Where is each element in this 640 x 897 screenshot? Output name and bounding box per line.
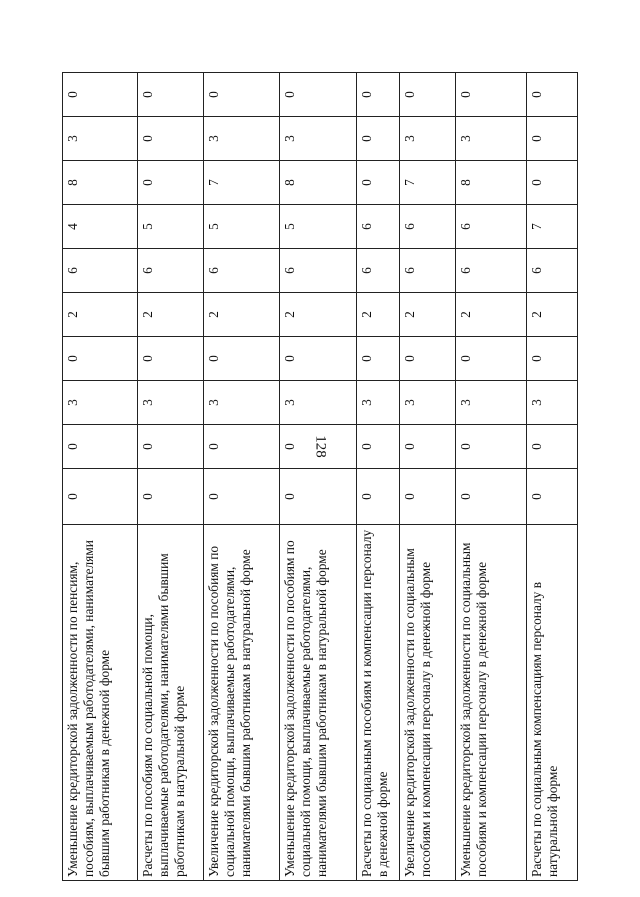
code-cell: 0 [63,73,138,117]
code-cell: 0 [400,469,456,525]
code-cell: 2 [204,293,280,337]
code-cell: 2 [280,293,357,337]
table-row [527,73,578,881]
row-label: Расчеты по пособиям по социальной помощи, выплачиваемые работодателями, нанимателями бывшим работникам в натуральной форме [138,525,204,881]
code-cell: 0 [138,469,204,525]
page-number: 128 [312,435,329,458]
row-label: Уменьшение кредиторской задолженности по пособиям по социальной помощи, выплачиваемые работодателями, нанимателями бывшим работникам в натуральной форме [280,525,357,881]
code-cell: 0 [357,73,400,117]
row-label: Уменьшение кредиторской задолженности по социальным пособиям и компенсации персоналу в денежной форме [456,525,527,881]
code-cell: 0 [63,425,138,469]
code-cell: 6 [357,205,400,249]
row-label: Уменьшение кредиторской задолженности по пенсиям, пособиям, выплачиваемым работодателями, нанимателями бывшим работникам в денежной форме [63,525,138,881]
code-cell: 0 [400,337,456,381]
code-cell: 3 [63,381,138,425]
code-cell: 5 [204,205,280,249]
code-cell: 2 [357,293,400,337]
rotated-table-container [62,75,577,881]
code-cell: 5 [280,205,357,249]
table-row [400,73,456,881]
code-cell: 0 [456,469,527,525]
code-cell: 0 [138,73,204,117]
code-cell: 2 [400,293,456,337]
code-cell: 3 [63,117,138,161]
code-cell: 6 [400,249,456,293]
code-cell: 2 [456,293,527,337]
code-cell: 8 [456,161,527,205]
code-cell: 0 [456,73,527,117]
code-cell: 7 [400,161,456,205]
code-cell: 0 [63,337,138,381]
code-cell: 0 [456,337,527,381]
code-cell: 0 [280,337,357,381]
code-cell: 0 [204,337,280,381]
code-cell: 8 [63,161,138,205]
table-row [63,73,138,881]
code-cell: 0 [280,73,357,117]
code-cell: 6 [357,249,400,293]
code-cell: 2 [527,293,578,337]
code-cell: 0 [400,73,456,117]
code-cell: 5 [138,205,204,249]
code-cell: 6 [400,205,456,249]
code-cell: 2 [138,293,204,337]
code-cell: 3 [400,381,456,425]
code-cell: 3 [400,117,456,161]
code-cell: 0 [400,425,456,469]
code-cell: 7 [527,205,578,249]
row-label: Увеличение кредиторской задолженности по пособиям по социальной помощи, выплачиваемые работодателями, нанимателями бывшим работникам в натуральной форме [204,525,280,881]
code-cell: 0 [280,425,357,469]
table-row [456,73,527,881]
code-cell: 0 [138,337,204,381]
table-row [280,73,357,881]
code-cell: 0 [527,425,578,469]
code-cell: 3 [204,117,280,161]
code-cell: 0 [527,117,578,161]
code-cell: 0 [280,469,357,525]
code-cell: 3 [280,381,357,425]
code-cell: 6 [280,249,357,293]
code-cell: 0 [357,117,400,161]
table-row [138,73,204,881]
code-cell: 0 [527,337,578,381]
table-row [204,73,280,881]
code-cell: 0 [204,469,280,525]
code-cell: 0 [527,469,578,525]
code-cell: 0 [527,161,578,205]
row-label: Расчеты по социальным пособиям и компенсации персоналу в денежной форме [357,525,400,881]
code-cell: 0 [527,73,578,117]
code-cell: 3 [204,381,280,425]
code-cell: 0 [357,469,400,525]
code-cell: 0 [138,117,204,161]
code-cell: 6 [456,205,527,249]
code-cell: 0 [204,73,280,117]
code-cell: 8 [280,161,357,205]
code-cell: 3 [280,117,357,161]
code-cell: 3 [527,381,578,425]
code-cell: 0 [204,425,280,469]
code-cell: 6 [63,249,138,293]
row-label: Расчеты по социальным компенсациям персоналу в натуральной форме [527,525,578,881]
code-cell: 0 [357,161,400,205]
code-cell: 0 [138,425,204,469]
accounts-table [62,72,578,881]
code-cell: 3 [456,381,527,425]
row-label: Увеличение кредиторской задолженности по социальным пособиям и компенсации персоналу в денежной форме [400,525,456,881]
code-cell: 6 [204,249,280,293]
code-cell: 0 [456,425,527,469]
code-cell: 4 [63,205,138,249]
code-cell: 3 [357,381,400,425]
code-cell: 7 [204,161,280,205]
code-cell: 6 [138,249,204,293]
code-cell: 0 [63,469,138,525]
code-cell: 6 [456,249,527,293]
code-cell: 0 [138,161,204,205]
code-cell: 3 [456,117,527,161]
code-cell: 2 [63,293,138,337]
table-row [357,73,400,881]
code-cell: 3 [138,381,204,425]
code-cell: 6 [527,249,578,293]
code-cell: 0 [357,337,400,381]
code-cell: 0 [357,425,400,469]
